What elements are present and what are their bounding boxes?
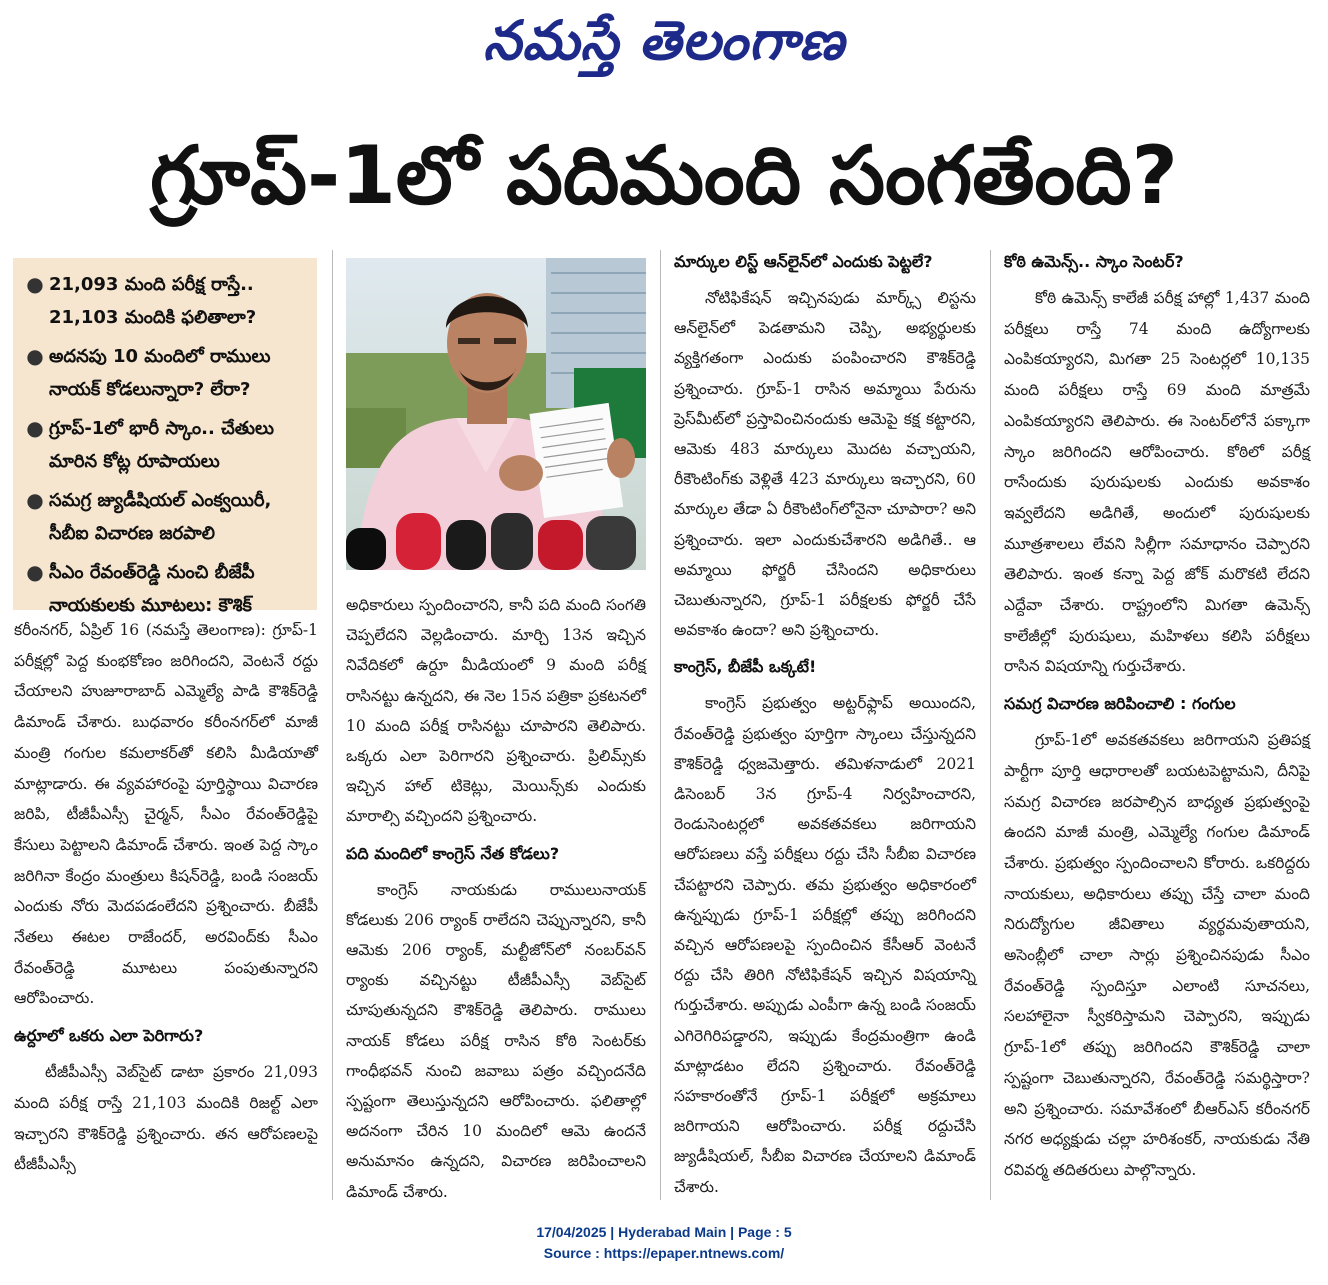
article-paragraph: కాంగ్రెస్ నాయకుడు రాములునాయక్ కోడలుకు 206 ర్యాంక్ రాలేదని చెప్పున్నారని, కానీ ఆమెకు 206 ర్యాంక్, మల్టీజోన్‌లో నంబర్‌వన్ ర్యాంకు వచ్చినట్టు టీజీపీఎస్సీ వెబ్‌సైట్ చూపుతున్నదని కౌశిక్‌రెడ్డి తెలిపారు. రాములు నాయక్ కోడలు పరీక్ష రాసిన కోఠి సెంటర్‌కు గాంధీభవన్ నుంచి జవాబు పత్రం వచ్చిందనేది స్పష్టంగా తెలుస్తున్నదని ఆరోపించారు. ఫలితాల్లో అదనంగా చేరిన 10 మందిలో ఆమె ఉందనే అనుమానం ఉన్నదని, విచారణ జరిపించాలని డిమాండ్ చేశారు. — [346, 880, 646, 1201]
bullet-icon: ● — [26, 344, 44, 368]
article-paragraph: కరీంనగర్, ఏప్రిల్ 16 (నమస్తే తెలంగాణ): గ్రూప్-1 పరీక్షల్లో పెద్ద కుంభకోణం జరిగిందని, వెంటనే రద్దు చేయాలని హుజూరాబాద్ ఎమ్మెల్యే పాడి కౌశిక్‌రెడ్డి డిమాండ్ చేశారు. బుధవారం కరీంనగర్‌లో మాజీ మంత్రి గంగుల కమలాకర్‌తో కలిసి మీడియాతో మాట్లాడారు. ఈ వ్యవహారంపై పూర్తిస్థాయి విచారణ జరిపి, టీజీపీఎస్సీ చైర్మన్, సీఎం రేవంత్‌రెడ్డిపై కేసులు పెట్టాలని డిమాండ్ చేశారు. ఇంత పెద్ద స్కాం జరిగినా కేంద్రం మంత్రులు కిషన్‌రెడ్డి, బండి సంజయ్ ఎందుకు నోరు మెదపడంలేదని ప్రశ్నించారు. బీజేపీ నేతలు ఈటల రాజేందర్, అరవింద్‌కు సీఎం రేవంత్‌రెడ్డి మూటలు పంపుతున్నారని ఆరోపించారు. — [14, 621, 318, 1008]
column-rule — [660, 250, 661, 1200]
article-paragraph: టీజీపీఎస్సీ వెబ్‌సైట్ డాటా ప్రకారం 21,093 మంది పరీక్ష రాస్తే 21,103 మందికి రిజల్ట్ ఎలా ఇచ్చారని కౌశిక్‌రెడ్డి ప్రశ్నించారు. తన ఆరోపణలపై టీజీపీఎస్సీ — [14, 1063, 318, 1174]
article-column-4 — [1004, 240, 1310, 1186]
masthead-logo: నమస్తే తెలంగాణ — [483, 9, 845, 72]
page-footer — [0, 1222, 1328, 1264]
bullet-icon: ● — [26, 416, 44, 440]
bullet-icon: ● — [26, 560, 44, 584]
highlights-box — [13, 258, 317, 616]
section-subhead: కోఠి ఉమెన్స్.. స్కాం సెంటర్? — [1004, 252, 1184, 271]
article-paragraph: నోటిఫికేషన్ ఇచ్చినపుడు మార్క్స్ లిస్టను ఆన్‌లైన్‌లో పెడతామని చెప్పి, అభ్యర్థులకు వ్యక్తిగతంగా ఎందుకు పంపించారని కౌశిక్‌రెడ్డి ప్రశ్నించారు. గ్రూప్-1 రాసిన అమ్మాయి పేరును ప్రెస్‌మీట్‌లో ప్రస్తావించినందుకు ఆమెపై కక్ష కట్టారని, ఆమెకు 483 మార్కులు మొదట వచ్చాయని, రీకౌంటింగ్‌కు వెళ్లితే 423 మార్కులు ఇచ్చారని, 60 మార్కుల తేడా ఏ రీకౌంటింగ్‌లోనైనా చూపారా? అని ప్రశ్నించారు. ఇలా ఎందుకుచేశారని అడిగితే.. ఆ అమ్మాయి ఫోర్జరీ చేసిందని అధికారులు చెబుతున్నారని, గ్రూప్-1 పరీక్షలకు ఫోర్జరీ చేసే అవకాశం ఉందా? అని ప్రశ్నించారు. — [674, 289, 976, 640]
article-column-2 — [346, 590, 646, 1207]
highlight-item: ● 21,093 మంది పరీక్ష రాస్తే.. 21,103 మందికి ఫలితాలా? — [21, 268, 309, 334]
column-rule — [990, 250, 991, 1200]
headline: గ్రూప్-1లో పదిమంది సంగతేంది? — [150, 129, 1178, 222]
highlight-item: ● సీఎం రేవంత్‌రెడ్డి నుంచి బీజేపీ నాయకులకు మూటలు: కౌశిక్ — [21, 556, 309, 622]
highlight-item: ● గ్రూప్-1లో భారీ స్కాం.. చేతులు మారిన కోట్ల రూపాయలు — [21, 412, 309, 478]
section-subhead: మార్కుల లిస్ట్ ఆన్‌లైన్‌లో ఎందుకు పెట్టలే? — [674, 252, 933, 271]
column-rule — [332, 250, 333, 1200]
bullet-icon: ● — [26, 488, 44, 512]
article-paragraph: గ్రూప్-1లో అవకతవకలు జరిగాయని ప్రతిపక్ష పార్టీగా పూర్తి ఆధారాలతో బయటపెట్టామని, దీనిపై సమగ్ర విచారణ జరపాల్సిన బాధ్యత ప్రభుత్వంపై ఉందని మాజీ మంత్రి, ఎమ్మెల్యే గంగుల డిమాండ్ చేశారు. ప్రభుత్వం స్పందించాలని కోరారు. ఒకరిద్దరు నాయకులు, అధికారులు తప్పు చేస్తే చాలా మంది నిరుద్యోగుల జీవితాలు వ్యర్థమవుతాయని, అసెంబ్లీలో చాలా సార్లు ప్రశ్నించినపుడు సీఎం రేవంత్‌రెడ్డి స్పందిస్తూ ఎలాంటి సూచనలు, సలహాలైనా స్వీకరిస్తామని చెప్పారని, ఇప్పుడు గ్రూప్-1లో తప్పు జరిగిందని కౌశిక్‌రెడ్డి చాలా స్పష్టంగా చెబుతున్నారని, రేవంత్‌రెడ్డి సమర్థిస్తారా? అని ప్రశ్నించారు. సమావేశంలో బీఆర్ఎస్ కరీంనగర్ నగర అధ్యక్షుడు చల్లా హరిశంకర్, నాయకుడు నేతి రవివర్మ తదితరులు పాల్గొన్నారు. — [1004, 731, 1310, 1179]
section-subhead: కాంగ్రెస్, బీజేపీ ఒక్కటే! — [674, 657, 817, 677]
edition-info: 17/04/2025 | Hyderabad Main | Page : 5 — [536, 1224, 792, 1240]
section-subhead: పది మందిలో కాంగ్రెస్ నేత కోడలు? — [346, 843, 560, 863]
highlight-item: ● అదనపు 10 మందిలో రాములు నాయక్ కోడలున్నారా? లేరా? — [21, 340, 309, 406]
source-link[interactable]: Source : https://epaper.ntnews.com/ — [543, 1245, 785, 1261]
bullet-icon: ● — [26, 272, 44, 296]
press-conference-photo — [346, 258, 646, 570]
highlight-item: ● సమగ్ర జ్యుడీషియల్ ఎంక్వయిరీ, సీబీఐ విచారణ జరపాలి — [21, 484, 309, 550]
article-column-3 — [674, 240, 976, 1202]
article-column-1 — [14, 615, 318, 1180]
article-paragraph: కాంగ్రెస్ ప్రభుత్వం అట్టర్‌ఫ్లాప్ అయిందని, రేవంత్‌రెడ్డి ప్రభుత్వం పూర్తిగా స్కాంలు చేస్తున్నదని కౌశిక్‌రెడ్డి ధ్వజమెత్తారు. తమిళనాడులో 2021 డిసెంబర్ 3న గ్రూప్-4 నిర్వహించారని, రెండుసెంటర్లలో అవకతవకలు జరిగాయని ఆరోపణలు వస్తే పరీక్షలు రద్దు చేసి సీబీఐ విచారణ చేపట్టారని చెప్పారు. తమ ప్రభుత్వం అధికారంలో ఉన్నప్పుడు గ్రూప్-1 పరీక్షల్లో తప్పు జరిగిందని వచ్చిన ఆరోపణలపై స్పందించిన కేసీఆర్ వెంటనే రద్దు చేసి తిరిగి నోటిఫికేషన్ ఇచ్చిన విషయాన్ని గుర్తుచేశారు. అప్పుడు ఎంపీగా ఉన్న బండి సంజయ్ ఎగిరెగిరిపడ్డారని, ఇప్పుడు కేంద్రమంత్రిగా ఉండి మాట్లాడటం లేదని ప్రశ్నించారు. రేవంత్‌రెడ్డి సహకారంతోనే గ్రూప్-1 పరీక్షలో అక్రమాలు జరిగాయని ఆరోపించారు. పరీక్ష రద్దుచేసి జ్యుడీషియల్, సీబీఐ విచారణ చేయాలని డిమాండ్ చేశారు. — [674, 694, 976, 1196]
section-subhead: ఉర్దూలో ఒకరు ఎలా పెరిగారు? — [14, 1026, 204, 1046]
article-paragraph: అధికారులు స్పందించారని, కానీ పది మంది సంగతి చెప్పలేదని వెల్లడించారు. మార్చి 13న ఇచ్చిన నివేదికలో ఉర్దూ మీడియంలో 9 మంది పరీక్ష రాసినట్టు ఉన్నదని, ఈ నెల 15న పత్రికా ప్రకటనలో 10 మంది పరీక్ష రాసినట్టు చూపారని తెలిపారు. ఒక్కరు ఎలా పెరిగారని ప్రశ్నించారు. ప్రిలిమ్స్‌కు ఇచ్చిన హాల్ టికెట్లు, మెయిన్స్‌కు ఎందుకు మారాల్సి వచ్చిందని ప్రశ్నించారు. — [346, 596, 646, 826]
section-subhead: సమగ్ర విచారణ జరిపించాలి : గంగుల — [1004, 694, 1236, 714]
article-paragraph: కోఠి ఉమెన్స్ కాలేజీ పరీక్ష హాల్లో 1,437 మంది పరీక్షలు రాస్తే 74 మంది ఉద్యోగాలకు ఎంపికయ్యారని, మిగతా 25 సెంటర్లలో 10,135 మంది పరీక్షలు రాస్తే 69 మంది మాత్రమే ఎంపికయ్యారని తెలిపారు. ఈ సెంటర్‌లోనే పక్కాగా స్కాం జరిగిందని ఆరోపించారు. కోఠిలో పరీక్ష రాసేందుకు పురుషులకు ఎందుకు అవకాశం ఇవ్వలేదని అడిగితే, అందులో పురుషులకు మూత్రశాలలు లేవని సిల్లీగా సమాధానం చెప్పారని తెలిపారు. ఇంత కన్నా పెద్ద జోక్ మరొకటి లేదని ఎద్దేవా చేశారు. రాష్ట్రంలోని మిగతా ఉమెన్స్ కాలేజీల్లో పురుషులు, మహిళలు కలిసి పరీక్షలు రాసిన విషయాన్ని గుర్తుచేశారు. — [1004, 289, 1310, 676]
